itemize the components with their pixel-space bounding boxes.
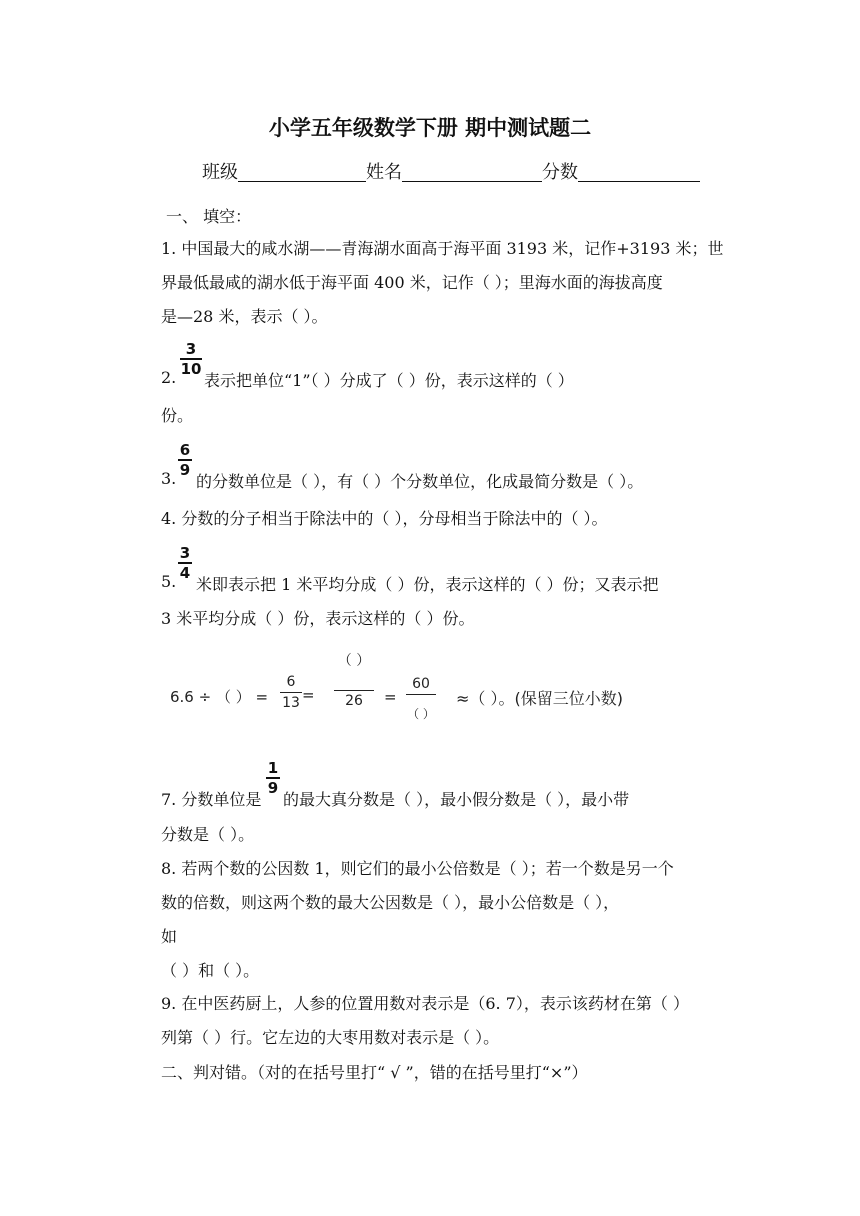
q2-prefix: 2. [161, 368, 177, 387]
q3-fraction-numerator: 6 [179, 441, 191, 459]
q7-line-1: 的最大真分数是（ ），最小假分数是（ ），最小带 [283, 790, 630, 809]
q3-prefix: 3. [161, 469, 177, 488]
q6-f1-numerator: 6 [286, 674, 296, 690]
fraction-bar [280, 692, 302, 693]
q9-line-2: 列第（ ）行。它左边的大枣用数对表示是（ ）。 [161, 1028, 500, 1047]
q4-line-1: 4. 分数的分子相当于除法中的（ ），分母相当于除法中的（ ）。 [161, 509, 608, 528]
q6-fraction-2 [334, 650, 374, 709]
q6-f2-numerator: （ ） [337, 653, 371, 669]
q6-f3-denominator: （ ） [407, 707, 435, 721]
class-blank[interactable] [238, 161, 366, 182]
q6-f1-denominator: 13 [282, 695, 300, 711]
q7-fraction-denominator: 9 [267, 779, 279, 797]
q9-line-1: 9. 在中医药厨上，人参的位置用数对表示是（6. 7），表示该药材在第（ ） [161, 994, 689, 1013]
q5-fraction-denominator: 4 [179, 564, 191, 582]
q7-fraction [266, 760, 280, 796]
q5-fraction [178, 545, 192, 581]
name-blank[interactable] [402, 161, 542, 182]
q8-line-1: 8. 若两个数的公因数 1，则它们的最小公倍数是（ ）；若一个数是另一个 [161, 859, 674, 878]
q3-fraction-denominator: 9 [179, 461, 191, 479]
score-blank[interactable] [578, 161, 700, 182]
q2-fraction-numerator: 3 [185, 340, 197, 358]
q5-line-1: 米即表示把 1 米平均分成（ ）份，表示这样的（ ）份；又表示把 [196, 575, 659, 594]
q1-line-1: 1. 中国最大的咸水湖——青海湖水面高于海平面 3193 米，记作+3193 米；世 [161, 239, 724, 258]
fraction-bar [406, 694, 436, 695]
section-1-heading: 一、 填空： [166, 207, 252, 226]
q6-lead: 6.6 ÷ （ ） = [170, 688, 269, 706]
q8-line-3: 如 [161, 927, 178, 946]
q6-fraction-3 [406, 676, 436, 722]
q7-line-2: 分数是（ ）。 [161, 825, 255, 844]
name-label: 姓名 [366, 162, 402, 183]
q8-line-2: 数的倍数，则这两个数的最大公因数是（ ），最小公倍数是（ ）， [161, 893, 620, 912]
q6-tail: ≈（ ）。(保留三位小数) [456, 689, 623, 708]
score-label: 分数 [542, 162, 578, 183]
q6-equals-1: = [302, 686, 315, 704]
q2-fraction-denominator: 10 [180, 360, 202, 378]
q7-prefix: 7. 分数单位是 [161, 790, 262, 809]
q7-fraction-numerator: 1 [267, 759, 279, 777]
q8-line-4: （ ）和（ ）。 [161, 961, 260, 980]
q2-fraction [180, 341, 202, 377]
q1-line-3: 是—28 米，表示（ ）。 [161, 307, 328, 326]
q5-prefix: 5. [161, 572, 177, 591]
q3-line-1: 的分数单位是（ ），有（ ）个分数单位，化成最简分数是（ ）。 [196, 472, 644, 491]
student-info-line [202, 158, 700, 184]
q3-fraction [178, 442, 192, 478]
q5-fraction-numerator: 3 [179, 544, 191, 562]
q2-line-2: 份。 [161, 406, 194, 425]
page-title: 小学五年级数学下册 期中测试题二 [268, 116, 592, 140]
q6-equals-2: = [384, 688, 397, 706]
q6-f2-denominator: 26 [345, 693, 363, 709]
fraction-bar [334, 690, 374, 691]
q1-line-2: 界最低最咸的湖水低于海平面 400 米，记作（ ）；里海水面的海拔高度 [161, 273, 663, 292]
q2-line-1: 表示把单位“1”（ ）分成了（ ）份，表示这样的（ ） [204, 371, 574, 390]
class-label: 班级 [202, 162, 238, 183]
q6-f3-numerator: 60 [412, 676, 430, 692]
q6-fraction-1 [280, 674, 302, 711]
q5-line-2: 3 米平均分成（ ）份，表示这样的（ ）份。 [161, 609, 475, 628]
section-2-heading: 二、判对错。（对的在括号里打“ √ ”，错的在括号里打“×”） [161, 1063, 588, 1082]
